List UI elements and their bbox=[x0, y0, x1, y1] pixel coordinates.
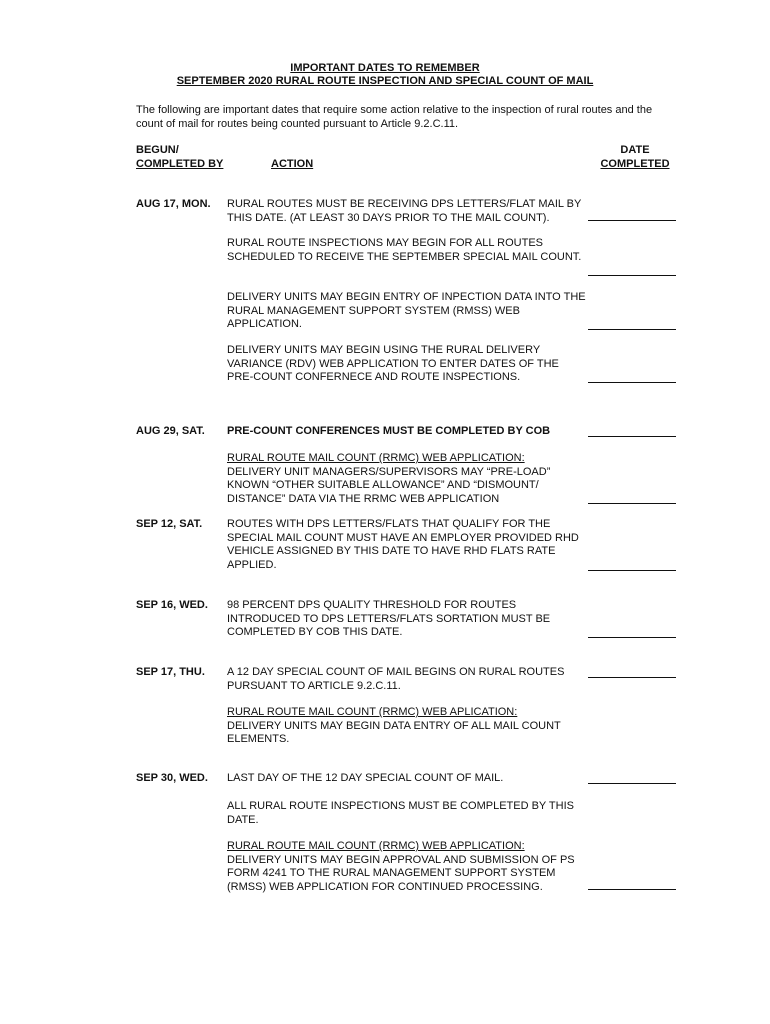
date-completed-blank bbox=[588, 329, 676, 330]
entry-heading: RURAL ROUTE MAIL COUNT (RRMC) WEB APPLICATION: bbox=[227, 840, 525, 852]
intro-paragraph: The following are important dates that require some action relative to the inspection of rural routes and the count of mail for routes being counted pursuant to Article 9.2.C.11. bbox=[136, 104, 653, 130]
column-header-action: ACTION bbox=[271, 158, 314, 170]
entry-action: DELIVERY UNITS MAY BEGIN APPROVAL AND SUBMISSION OF PS FORM 4241 TO THE RURAL MANAGEMENT SUPPORT SYSTEM (RMSS) WEB APPLICATION FOR CONTINUED PROCESSING. bbox=[227, 853, 575, 893]
header-begun-line1: BEGUN/ bbox=[136, 144, 179, 156]
entry-date: SEP 12, SAT. bbox=[136, 518, 203, 530]
date-completed-blank bbox=[588, 570, 676, 571]
column-header-begun bbox=[136, 143, 223, 171]
date-completed-blank bbox=[588, 382, 676, 383]
entry-block bbox=[227, 840, 587, 894]
date-completed-blank bbox=[588, 503, 676, 504]
header-date-line2: COMPLETED bbox=[600, 158, 670, 170]
entry-action: 98 PERCENT DPS QUALITY THRESHOLD FOR ROUTES INTRODUCED TO DPS LETTERS/FLATS SORTATION MUST BE COMPLETED BY COB THIS DATE. bbox=[227, 599, 551, 638]
header-date-line1: DATE bbox=[620, 144, 650, 156]
entry-action: LAST DAY OF THE 12 DAY SPECIAL COUNT OF MAIL. bbox=[227, 772, 504, 784]
entry-action: RURAL ROUTE INSPECTIONS MAY BEGIN FOR ALL ROUTES SCHEDULED TO RECEIVE THE SEPTEMBER SPECIAL MAIL COUNT. bbox=[227, 237, 582, 263]
date-completed-blank bbox=[588, 436, 676, 437]
date-completed-blank bbox=[588, 889, 676, 890]
entry-action: DELIVERY UNIT MANAGERS/SUPERVISORS MAY “PRE-LOAD” KNOWN “OTHER SUITABLE ALLOWANCE” AND “DISMOUNT/ DISTANCE” DATA VIA THE RRMC WEB APPLICATION bbox=[227, 465, 551, 505]
entry-date: AUG 17, MON. bbox=[136, 198, 211, 210]
entry-action: A 12 DAY SPECIAL COUNT OF MAIL BEGINS ON RURAL ROUTES PURSUANT TO ARTICLE 9.2.C.11. bbox=[227, 666, 565, 692]
date-completed-blank bbox=[588, 677, 676, 678]
entry-action: DELIVERY UNITS MAY BEGIN USING THE RURAL DELIVERY VARIANCE (RDV) WEB APPLICATION TO ENTER DATES OF THE PRE-COUNT CONFERNECE AND ROUTE INSPECTIONS. bbox=[227, 344, 559, 383]
entry-block bbox=[227, 452, 587, 506]
date-completed-blank bbox=[588, 783, 676, 784]
entry-action: DELIVERY UNITS MAY BEGIN DATA ENTRY OF ALL MAIL COUNT ELEMENTS. bbox=[227, 719, 561, 745]
entry-date: AUG 29, SAT. bbox=[136, 425, 205, 437]
entry-heading: RURAL ROUTE MAIL COUNT (RRMC) WEB APPLICATION: bbox=[227, 452, 525, 464]
entry-action: RURAL ROUTES MUST BE RECEIVING DPS LETTERS/FLAT MAIL BY THIS DATE. (AT LEAST 30 DAYS PRIOR TO THE MAIL COUNT). bbox=[227, 198, 582, 224]
date-completed-blank bbox=[588, 275, 676, 276]
entry-action: ALL RURAL ROUTE INSPECTIONS MUST BE COMPLETED BY THIS DATE. bbox=[227, 800, 574, 826]
date-completed-blank bbox=[588, 220, 676, 221]
entry-action: PRE-COUNT CONFERENCES MUST BE COMPLETED BY COB bbox=[227, 425, 551, 437]
date-completed-blank bbox=[588, 637, 676, 638]
column-header-date-completed bbox=[596, 143, 674, 171]
entry-action: ROUTES WITH DPS LETTERS/FLATS THAT QUALIFY FOR THE SPECIAL MAIL COUNT MUST HAVE AN EMPLOYER PROVIDED RHD VEHICLE ASSIGNED BY THIS DATE TO HAVE RHD FLATS RATE APPLIED. bbox=[227, 518, 579, 571]
entry-block bbox=[227, 706, 587, 747]
header-begun-line2: COMPLETED BY bbox=[136, 158, 224, 170]
document-title: IMPORTANT DATES TO REMEMBER bbox=[290, 62, 480, 74]
entry-date: SEP 16, WED. bbox=[136, 599, 208, 611]
document-subtitle: SEPTEMBER 2020 RURAL ROUTE INSPECTION AND SPECIAL COUNT OF MAIL bbox=[176, 75, 594, 87]
entry-date: SEP 30, WED. bbox=[136, 772, 208, 784]
entry-heading: RURAL ROUTE MAIL COUNT (RRMC) WEB APLICATION: bbox=[227, 706, 518, 718]
entry-date: SEP 17, THU. bbox=[136, 666, 205, 678]
entry-action: DELIVERY UNITS MAY BEGIN ENTRY OF INPECTION DATA INTO THE RURAL MANAGEMENT SUPPORT SYSTEM (RMSS) WEB APPLICATION. bbox=[227, 291, 586, 330]
